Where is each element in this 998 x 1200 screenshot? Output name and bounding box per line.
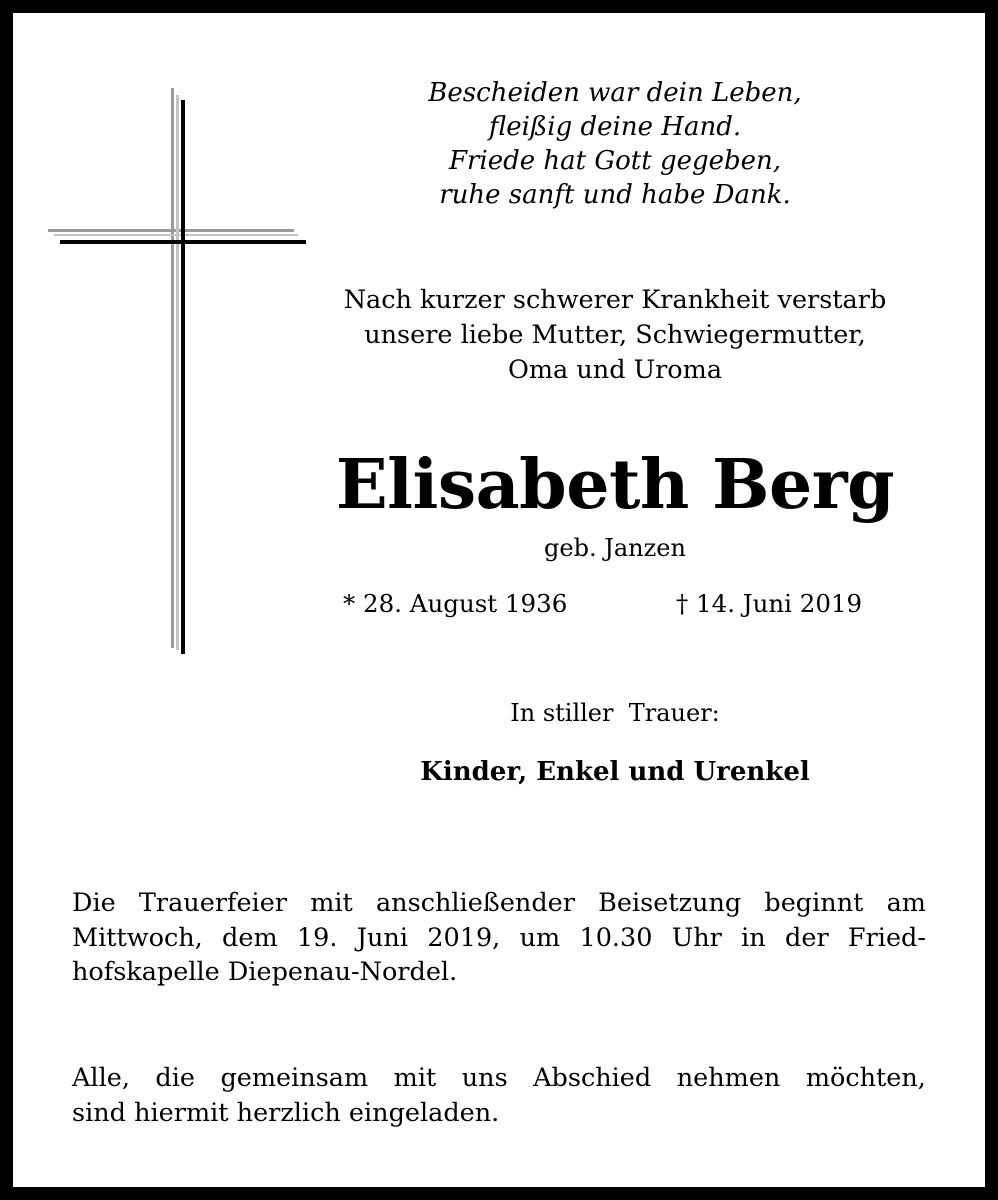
word: Abschied: [533, 1063, 652, 1093]
word: Uhr: [671, 922, 722, 953]
service-line: hofskapelle Diepenau-Nordel.: [72, 957, 458, 987]
mourners: Kinder, Enkel und Urenkel: [420, 757, 810, 787]
death-date: † 14. Juni 2019: [676, 589, 863, 618]
death-announcement: [290, 283, 940, 388]
verse-line: fleißig deine Hand.: [488, 112, 742, 142]
announcement-line: Nach kurzer schwerer Krankheit verstarb: [343, 285, 887, 315]
word: gemeinsam: [220, 1063, 369, 1093]
funeral-service-info: [72, 886, 926, 990]
word: beginnt: [764, 888, 864, 918]
word: mit: [310, 888, 353, 918]
word: der: [785, 922, 829, 953]
word: Juni: [356, 922, 408, 953]
word: mit: [393, 1063, 437, 1093]
verse-line: Friede hat Gott gegeben,: [448, 146, 782, 176]
word: uns: [461, 1063, 508, 1093]
word: am: [886, 888, 926, 918]
invitation: [72, 1061, 926, 1130]
service-line: [72, 886, 926, 921]
invitation-line: sind hiermit herzlich eingeladen.: [72, 1097, 500, 1128]
word: 2019,: [427, 922, 501, 953]
invitation-line: [72, 1061, 926, 1096]
word: die: [155, 1063, 195, 1093]
announcement-line: unsere liebe Mutter, Schwiegermutter,: [364, 320, 866, 350]
verse-line: Bescheiden war dein Leben,: [428, 78, 802, 108]
word: Fried-: [847, 922, 926, 953]
word: anschließender: [375, 888, 575, 918]
word: 10.30: [579, 922, 653, 953]
word: dem: [222, 922, 278, 953]
announcement-line: Oma und Uroma: [507, 355, 723, 385]
verse-line: ruhe sanft und habe Dank.: [439, 180, 791, 210]
maiden-name: geb. Janzen: [544, 534, 686, 562]
verse: [330, 76, 900, 212]
word: nehmen: [676, 1063, 781, 1093]
word: in: [741, 922, 766, 953]
word: Die: [72, 888, 116, 918]
word: Mittwoch,: [72, 922, 203, 953]
word: Alle,: [72, 1063, 130, 1093]
word: Beisetzung: [598, 888, 742, 918]
word: möchten,: [805, 1063, 926, 1093]
word: 19.: [296, 922, 338, 953]
service-line: [72, 921, 926, 956]
word: um: [519, 922, 561, 953]
deceased-name: Elisabeth Berg: [335, 445, 895, 525]
word: Trauerfeier: [138, 888, 287, 918]
birth-date: * 28. August 1936: [343, 589, 568, 618]
mourning-heading: In stiller Trauer:: [510, 699, 720, 727]
